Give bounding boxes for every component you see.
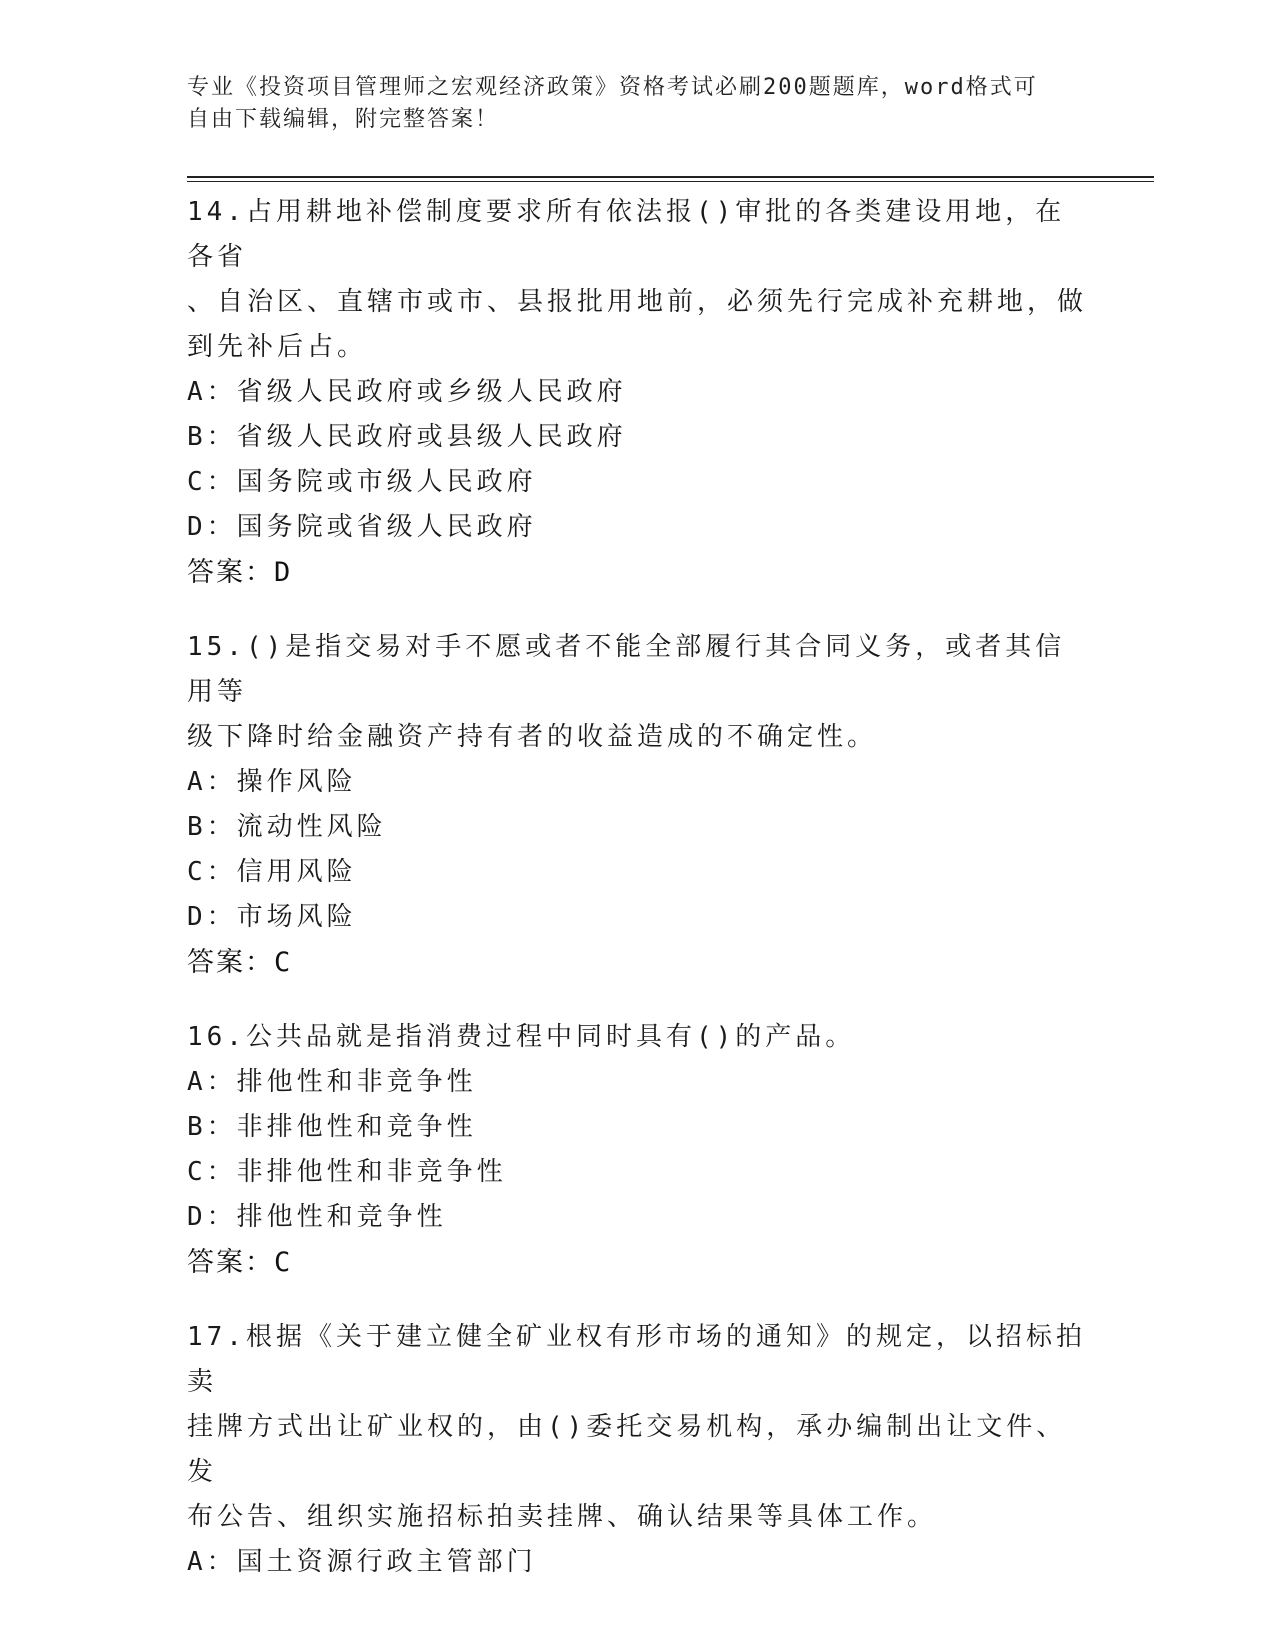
answer-line: [187, 1240, 1087, 1285]
option-a: A：操作风险: [187, 767, 357, 797]
answer-value: C: [274, 1247, 293, 1278]
question-item: [187, 625, 1087, 985]
option-a: A：国土资源行政主管部门: [187, 1547, 537, 1577]
question-stem-line: 到先补后占。: [187, 332, 368, 362]
answer-line: [187, 940, 1087, 985]
header-line: 专业《投资项目管理师之宏观经济政策》资格考试必刷200题题库，word格式可: [187, 75, 1038, 100]
question-stem-line: 17.根据《关于建立健全矿业权有形市场的通知》的规定，以招标拍卖: [187, 1322, 1086, 1397]
option-c: C：国务院或市级人民政府: [187, 467, 537, 497]
question-item: [187, 190, 1087, 595]
question-stem-line: 布公告、组织实施招标拍卖挂牌、确认结果等具体工作。: [187, 1502, 938, 1532]
option-a: A：省级人民政府或乡级人民政府: [187, 377, 627, 407]
answer-label: 答案：: [187, 947, 274, 978]
question-list: [187, 190, 1087, 1615]
answer-line: [187, 550, 1087, 595]
question-item: [187, 1015, 1087, 1285]
answer-value: D: [274, 557, 293, 588]
document-header: [187, 72, 1067, 136]
answer-label: 答案：: [187, 557, 274, 588]
question-item: [187, 1315, 1087, 1585]
option-d: D：排他性和竞争性: [187, 1202, 447, 1232]
answer-value: C: [274, 947, 293, 978]
option-a: A：排他性和非竞争性: [187, 1067, 477, 1097]
question-stem-line: 14.占用耕地补偿制度要求所有依法报()审批的各类建设用地，在各省: [187, 197, 1066, 272]
answer-label: 答案：: [187, 1247, 274, 1278]
option-b: B：流动性风险: [187, 812, 387, 842]
question-stem-line: 、自治区、直辖市或市、县报批用地前，必须先行完成补充耕地，做: [187, 287, 1088, 317]
option-c: C：信用风险: [187, 857, 357, 887]
option-d: D：市场风险: [187, 902, 357, 932]
option-b: B：非排他性和竞争性: [187, 1112, 477, 1142]
question-stem-line: 挂牌方式出让矿业权的，由()委托交易机构，承办编制出让文件、发: [187, 1412, 1067, 1487]
option-b: B：省级人民政府或县级人民政府: [187, 422, 627, 452]
header-line: 自由下载编辑，附完整答案！: [187, 107, 500, 132]
header-divider: [187, 176, 1154, 182]
option-d: D：国务院或省级人民政府: [187, 512, 537, 542]
question-stem-line: 15.()是指交易对手不愿或者不能全部履行其合同义务，或者其信用等: [187, 632, 1066, 707]
option-c: C：非排他性和非竞争性: [187, 1157, 507, 1187]
question-stem-line: 16.公共品就是指消费过程中同时具有()的产品。: [187, 1022, 856, 1052]
question-stem-line: 级下降时给金融资产持有者的收益造成的不确定性。: [187, 722, 878, 752]
